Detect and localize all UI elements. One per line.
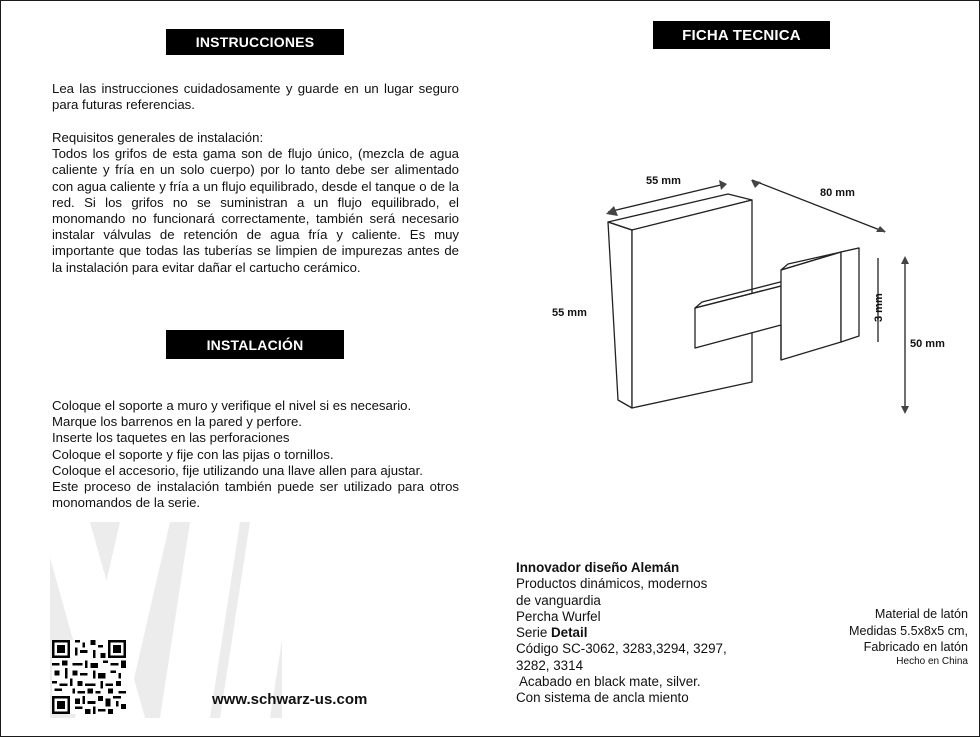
product-system: Con sistema de ancla miento [516, 690, 689, 706]
series-value: Detail [550, 625, 588, 641]
intro-text: Lea las instrucciones cuidadosamente y guarde en un lugar seguro para futuras referencias. [52, 81, 459, 113]
product-finish: Acabado en black mate, silver. [516, 674, 701, 690]
installation-step: Coloque el soporte a muro y verifique el nivel si es necesario. [52, 398, 412, 413]
product-line: de vanguardia [516, 592, 601, 608]
product-name: Percha Wurfel [516, 608, 601, 624]
product-codes: Código SC-3062, 3283,3294, 3297, [516, 641, 727, 657]
product-codes-cont: 3282, 3314 [516, 657, 584, 673]
series-label: Serie [516, 625, 551, 641]
installation-step: Inserte los taquetes en las perforaciones [52, 430, 290, 446]
product-info [516, 560, 776, 707]
ficha-tecnica-banner: FICHA TECNICA [653, 21, 830, 49]
dim-top-label: 55 mm [646, 175, 681, 187]
technical-drawing [530, 160, 970, 430]
product-series [516, 625, 776, 641]
origin-line: Hecho en China [896, 655, 968, 667]
qr-code-icon [52, 640, 126, 714]
dim-height-label: 50 mm [910, 338, 945, 350]
material-info [849, 606, 968, 668]
dim-left-label: 55 mm [552, 307, 587, 319]
requirements-section [52, 130, 459, 276]
intro-paragraph [52, 81, 459, 113]
website-url[interactable]: www.schwarz-us.com [212, 691, 368, 708]
product-title: Innovador diseño Alemán [516, 560, 680, 575]
instalacion-banner: INSTALACIÓN [166, 330, 344, 359]
instrucciones-banner: INSTRUCCIONES [166, 29, 344, 55]
requirements-title: Requisitos generales de instalación: [52, 130, 264, 145]
material-line: Material de latón [874, 607, 968, 621]
qr-code[interactable] [52, 640, 126, 714]
product-line: Productos dinámicos, modernos [516, 576, 708, 592]
installation-steps [52, 398, 459, 511]
installation-step: Coloque el accesorio, fije utilizando una llave allen para ajustar. [52, 462, 423, 478]
dim-depth-label: 80 mm [820, 187, 855, 199]
manufacture-line: Fabricado en latón [863, 640, 968, 654]
dimensions-line: Medidas 5.5x8x5 cm, [849, 623, 968, 638]
installation-step: Coloque el soporte y fije con las pijas o tornillos. [52, 446, 334, 462]
hook-drawing-icon [530, 160, 970, 430]
requirements-body: Todos los grifos de esta gama son de flujo único, (mezcla de agua caliente y fría en un solo cuerpo) por lo tanto debe ser alimentado con agua caliente y fría a un flujo equilibrado, desde el tanque o de la red. Si los grifos no se suministran a un flujo equilibrado, el monomando no funcionará correctamente, también será necesario instalar válvulas de retención de agua fría y caliente. Es muy importante que todas las tuberías se limpien de impurezas antes de la instalación para evitar dañar el cartucho cerámico. [52, 146, 459, 275]
installation-step: Marque los barrenos en la pared y perfore. [52, 414, 302, 430]
installation-step: Este proceso de instalación también puede ser utilizado para otros monomandos de la serie. [52, 479, 459, 511]
dim-hook-label: 3 mm [873, 293, 885, 322]
